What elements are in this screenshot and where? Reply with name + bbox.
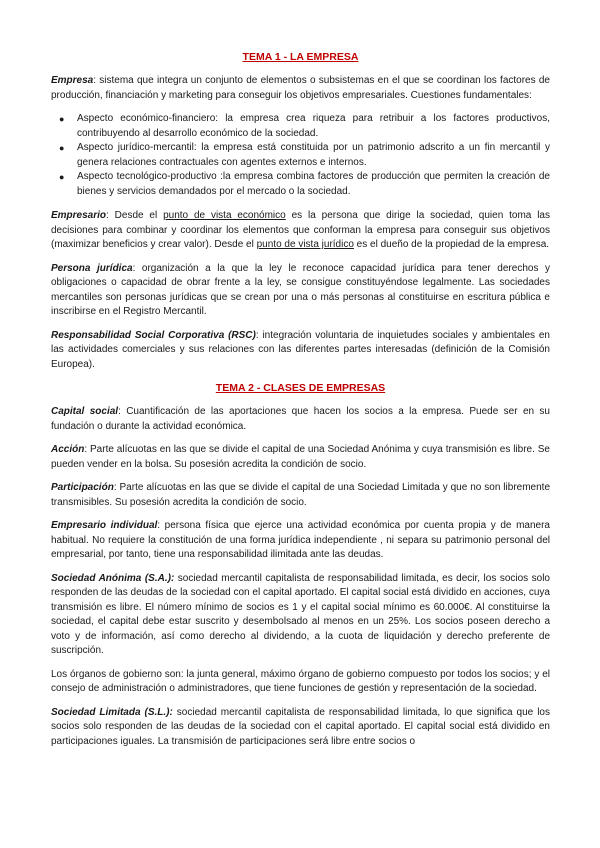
empresario-individual-term: Empresario individual (51, 520, 158, 531)
sociedad-limitada-paragraph (51, 706, 550, 750)
bullet-icon: ● (59, 143, 65, 153)
rsc-text: : integración voluntaria de inquietudes sociales y ambientales en las actividades comerciales y sus relaciones con las diferentes partes interesadas (definición de la Comisión Europea). (51, 329, 550, 370)
capital-social-paragraph (51, 405, 550, 434)
empresario-text: es la persona que dirige la sociedad, quien toma las decisiones para combinar y coordinar los elementos que conforman la empresa para conseguir sus objetivos (maximizar beneficios y crear valor). Desde el (51, 210, 550, 250)
empresario-individual-text: : persona física que ejerce una actividad económica por cuenta propia y de manera habitual. No requiere la constitución de una forma jurídica independiente , ni separa su patrimonio personal del empresarial, por tanto, tiene una responsabilidad ilimitada ante las deudas. (51, 520, 550, 560)
empresa-text: : sistema que integra un conjunto de elementos o subsistemas en el que se coordinan los factores de producción, financiación y marketing para conseguir los objetivos empresariales. Cuestiones fundamentales: (51, 75, 550, 101)
list-item-text: Aspecto jurídico-mercantil: la empresa está constituida por un patrimonio adscrito a un fin mercantil y genera relaciones contractuales con agentes externos e internos. (77, 142, 550, 168)
participacion-text: : Parte alícuotas en las que se divide el capital de una Sociedad Limitada y que no son libremente transmisibles. Su posesión acredita la condición de socio. (51, 482, 550, 508)
sociedad-anonima-paragraph (51, 572, 550, 659)
sociedad-limitada-term: Sociedad Limitada (S.L.): (51, 706, 173, 718)
capital-social-term: Capital social (51, 406, 119, 417)
capital-social-text: : Cuantificación de las aportaciones que hacen los socios a la empresa. Puede ser en su fundación o durante la actividad económica. (51, 406, 550, 432)
bullet-icon: ● (59, 114, 65, 124)
list-item (59, 141, 550, 170)
empresario-term: Empresario (51, 210, 107, 221)
organos-paragraph: Los órganos de gobierno son: la junta general, máximo órgano de gobierno compuesto por todos los socios; y el consejo de administración o administradores, que tiene funciones de gestión y representación de la sociedad. (51, 668, 550, 694)
list-item (59, 170, 550, 199)
tema2-title: TEMA 2 - CLASES DE EMPRESAS (215, 382, 386, 394)
empresario-paragraph (51, 209, 550, 253)
rsc-term: Responsabilidad Social Corporativa (RSC) (51, 329, 256, 341)
persona-juridica-text: : organización a la que la ley le reconoce capacidad jurídica para tener derechos y obligaciones o capacidad de obrar frente a la ley, se consigue constituyéndose legalmente. Las sociedades mercantiles son personas jurídicas que se crean por una o más personas al constituirse en escritura pública e inscribirse en el Registro Mercantil. (51, 262, 550, 317)
rsc-paragraph (51, 329, 550, 373)
list-item-text: Aspecto económico-financiero: la empresa crea riqueza para retribuir a los factores productivos, contribuyendo al desarrollo económico de la sociedad. (77, 113, 550, 139)
tema1-title: TEMA 1 - LA EMPRESA (242, 51, 359, 63)
participacion-paragraph (51, 481, 550, 510)
sociedad-anonima-term: Sociedad Anónima (S.A.): (51, 572, 175, 584)
list-item-text: Aspecto tecnológico-productivo :la empresa combina factores de producción que permiten la creación de bienes y servicios demandados por el mercado o la sociedad. (77, 171, 550, 197)
list-item (59, 112, 550, 141)
accion-term: Acción (51, 444, 85, 455)
empresa-term: Empresa (51, 75, 94, 86)
persona-juridica-term: Persona jurídica (51, 262, 133, 274)
empresario-text: : Desde el (106, 210, 164, 221)
participacion-term: Participación (51, 482, 114, 493)
aspectos-list (51, 112, 550, 199)
persona-juridica-paragraph (51, 262, 550, 320)
sociedad-anonima-text: sociedad mercantil capitalista de responsabilidad limitada, es decir, los socios solo responden de las deudas de la sociedad con el capital aportado. El capital social está dividido en acciones, cuya transmisión es libre. El número mínimo de socios es 1 y el capital social mínimo es 60.000€. Al constituirse la sociedad, el capital debe estar suscrito y desembolsado al menos en un 25%. Los socios poseen derecho a voto y de información, así como derecho al dividendo, a la cuota de liquidación y derecho preferente de suscripción. (51, 572, 550, 656)
punto-vista-economico: punto de vista económico (163, 210, 286, 221)
empresa-paragraph (51, 74, 550, 103)
empresario-text: es el dueño de la propiedad de la empresa. (353, 239, 550, 250)
sociedad-limitada-text: sociedad mercantil capitalista de responsabilidad limitada, lo que significa que los socios solo responden de las deudas de la sociedad con el capital aportado. El capital social está dividido en participaciones iguales. La transmisión de participaciones será libre entre socios o (51, 706, 550, 747)
empresario-individual-paragraph (51, 519, 550, 563)
bullet-icon: ● (59, 172, 65, 182)
document-page (51, 50, 550, 758)
accion-paragraph (51, 443, 550, 472)
punto-vista-juridico: punto de vista jurídico (256, 239, 354, 250)
accion-text: : Parte alícuotas en las que se divide el capital de una Sociedad Anónima y cuya transmisión es libre. Se pueden vender en la bolsa. Su posesión acredita la condición de socio. (51, 444, 550, 470)
